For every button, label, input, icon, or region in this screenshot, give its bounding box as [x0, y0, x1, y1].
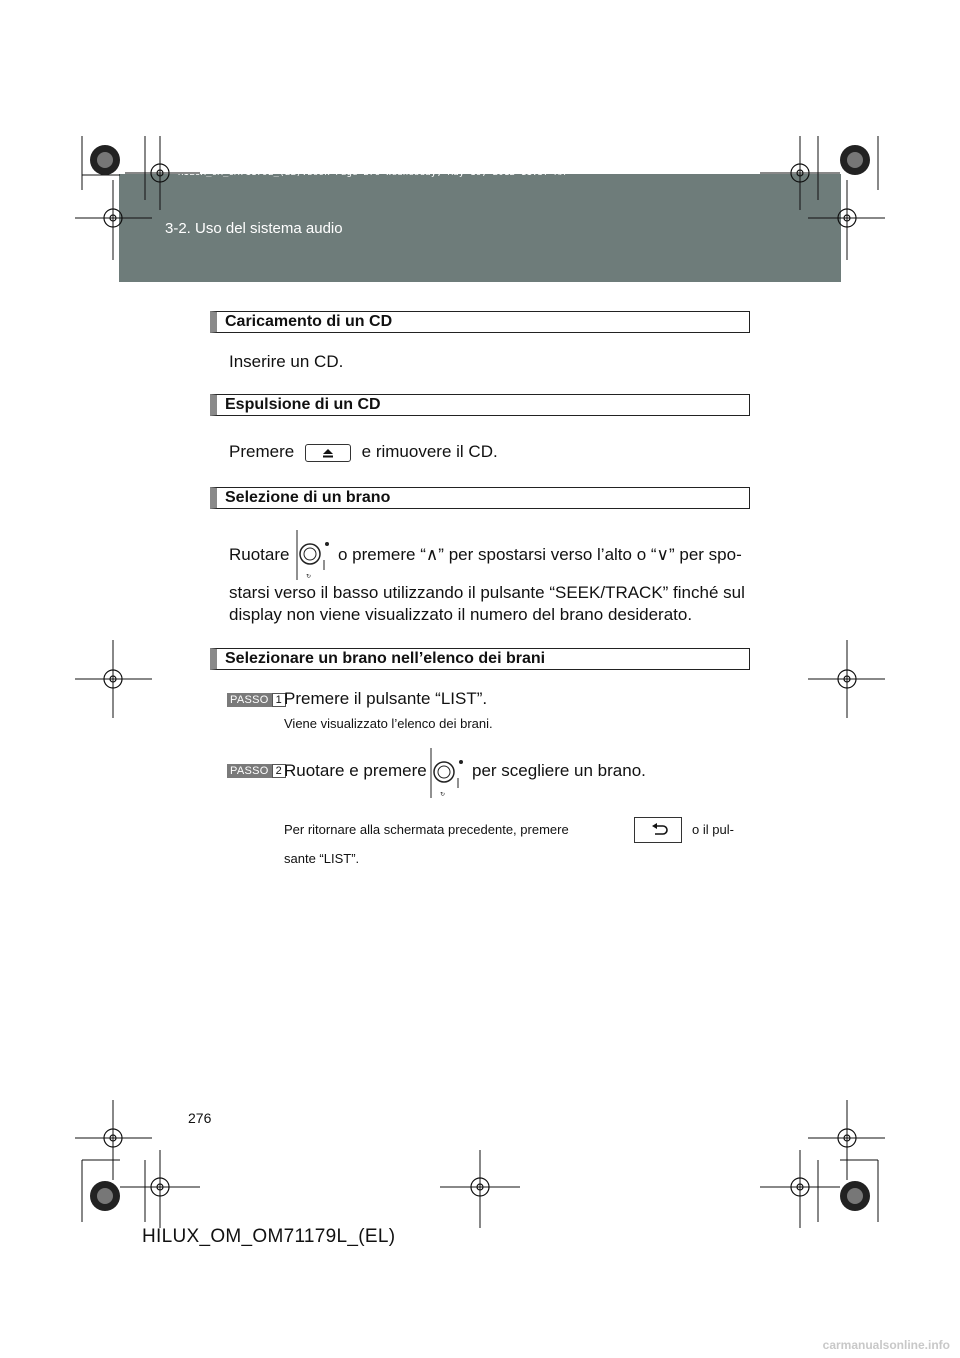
eject-cd-line: Premere e rimuovere il CD.	[229, 442, 498, 461]
step-2-text-before: Ruotare e premere	[284, 761, 427, 780]
step-badge-1: PASSO 1	[227, 693, 286, 707]
tip-line2: sante “LIST”.	[284, 851, 360, 866]
select-track-label-before: Ruotare	[229, 545, 290, 564]
tune-knob-icon[interactable]	[296, 530, 332, 580]
eject-icon	[322, 448, 334, 458]
back-button[interactable]	[634, 817, 682, 843]
step-2-text-after: per scegliere un brano.	[472, 761, 646, 780]
heading-load-cd: Caricamento di un CD	[210, 311, 750, 333]
select-track-line2: starsi verso il basso utilizzando il pulsante “SEEK/TRACK” finché sul	[229, 583, 745, 602]
step-1-text: Premere il pulsante “LIST”.	[284, 689, 488, 708]
heading-eject-cd: Espulsione di un CD	[210, 394, 750, 416]
load-cd-text: Inserire un CD.	[229, 352, 344, 371]
select-track-line3: display non viene visualizzato il numero del brano desiderato.	[229, 605, 693, 624]
svg-text:↻: ↻	[306, 573, 312, 580]
step-badge-2: PASSO 2	[227, 764, 286, 778]
step-1-note: Viene visualizzato l’elenco dei brani.	[284, 716, 493, 731]
tune-knob-icon[interactable]	[430, 748, 466, 798]
back-arrow-icon	[650, 823, 668, 837]
book-info-line: HILUX_OM_OM71179L_(EL).book Page 276 Wednesday, May 16, 2012 11:37 AM	[178, 168, 566, 178]
page-number: 276	[188, 1110, 212, 1126]
select-track-line1: o premere “∧” per spostarsi verso l’alto o “∨” per spo-	[338, 545, 742, 564]
document-code: HILUX_OM_OM71179L_(EL)	[142, 1226, 396, 1247]
tip-text-before: Per ritornare alla schermata precedente, premere	[284, 822, 569, 837]
svg-text:↻: ↻	[440, 791, 446, 798]
eject-button[interactable]	[305, 444, 351, 462]
tip-text-after: o il pul-	[692, 822, 734, 837]
heading-select-track: Selezione di un brano	[210, 487, 750, 509]
site-watermark: carmanualsonline.info	[822, 1338, 950, 1352]
section-title: 3-2. Uso del sistema audio	[165, 220, 343, 237]
heading-select-from-list: Selezionare un brano nell’elenco dei brani	[210, 648, 750, 670]
